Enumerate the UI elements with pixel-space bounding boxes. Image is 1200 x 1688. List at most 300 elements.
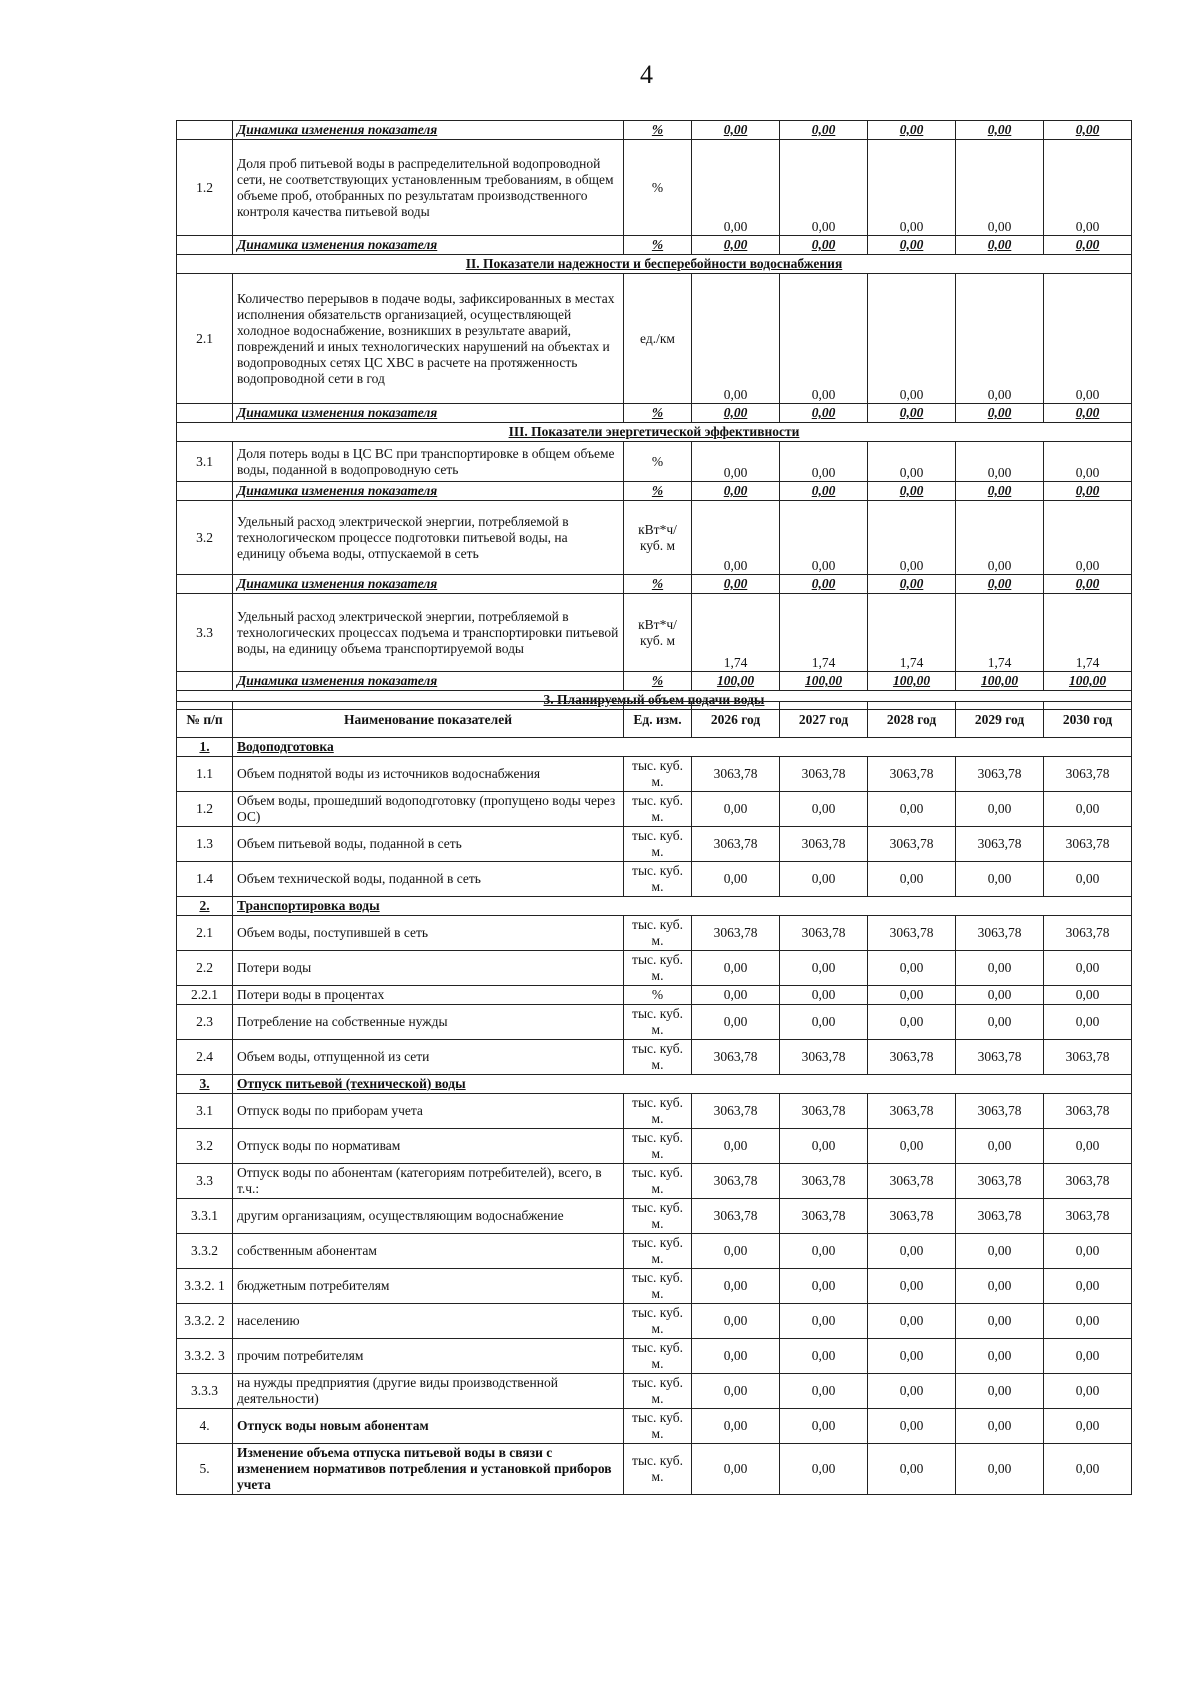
value-cell: 0,00: [780, 1409, 868, 1444]
water-supply-table: [176, 701, 1132, 1495]
value-cell: 3063,78: [868, 1040, 956, 1075]
value-cell: 0,00: [956, 1304, 1044, 1339]
value-cell: 0,00: [868, 482, 956, 501]
value-cell: 3063,78: [692, 1199, 780, 1234]
data-row: [177, 792, 1132, 827]
value-cell: 0,00: [780, 1005, 868, 1040]
header-year: 2030 год: [1044, 702, 1132, 738]
value-cell: 0,00: [692, 986, 780, 1005]
unit: тыс. куб. м.: [624, 862, 692, 897]
value-cell: 0,00: [868, 862, 956, 897]
value-cell: 0,00: [956, 482, 1044, 501]
value-cell: 100,00: [692, 672, 780, 691]
value-cell: 0,00: [868, 140, 956, 236]
row-number: 1.: [177, 738, 233, 757]
indicator-name: Отпуск воды по приборам учета: [233, 1094, 624, 1129]
value-cell: 0,00: [692, 1339, 780, 1374]
indicator-name: Удельный расход электрической энергии, потребляемой в технологических процессах подъема и транспортировки питьевой воды, на единицу объема транспортируемой воды: [233, 594, 624, 672]
header-year: 2028 год: [868, 702, 956, 738]
value-cell: 0,00: [780, 1234, 868, 1269]
value-cell: 0,00: [692, 1234, 780, 1269]
row-number: 1.1: [177, 757, 233, 792]
value-cell: 100,00: [868, 672, 956, 691]
value-cell: 0,00: [692, 442, 780, 482]
value-cell: 3063,78: [868, 1164, 956, 1199]
value-cell: 3063,78: [956, 757, 1044, 792]
value-cell: 100,00: [956, 672, 1044, 691]
value-cell: 0,00: [868, 274, 956, 404]
group-row: [177, 897, 1132, 916]
value-cell: 0,00: [956, 1005, 1044, 1040]
row-number: 3.3.2. 3: [177, 1339, 233, 1374]
value-cell: 1,74: [868, 594, 956, 672]
value-cell: 0,00: [780, 951, 868, 986]
header-unit: Ед. изм.: [624, 702, 692, 738]
value-cell: 0,00: [780, 501, 868, 575]
row-number: [177, 575, 233, 594]
value-cell: 1,74: [780, 594, 868, 672]
value-cell: 0,00: [956, 1374, 1044, 1409]
indicator-name: Потери воды: [233, 951, 624, 986]
value-cell: 3063,78: [868, 916, 956, 951]
value-cell: 0,00: [868, 1129, 956, 1164]
indicator-name: Объем воды, прошедший водоподготовку (пропущено воды через ОС): [233, 792, 624, 827]
unit: %: [624, 236, 692, 255]
indicator-name: Объем воды, поступившей в сеть: [233, 916, 624, 951]
row-number: 2.2.1: [177, 986, 233, 1005]
value-cell: 0,00: [1044, 140, 1132, 236]
indicator-name: Динамика изменения показателя: [233, 236, 624, 255]
value-cell: 0,00: [956, 1234, 1044, 1269]
row-number: 2.3: [177, 1005, 233, 1040]
value-cell: 3063,78: [1044, 1199, 1132, 1234]
value-cell: 0,00: [956, 1129, 1044, 1164]
unit: %: [624, 404, 692, 423]
value-cell: 0,00: [956, 951, 1044, 986]
data-row: [177, 757, 1132, 792]
value-cell: 0,00: [868, 575, 956, 594]
value-cell: 0,00: [956, 501, 1044, 575]
value-cell: 0,00: [780, 862, 868, 897]
value-cell: 0,00: [1044, 274, 1132, 404]
value-cell: 0,00: [868, 1374, 956, 1409]
data-row: [177, 1444, 1132, 1495]
indicator-name: Динамика изменения показателя: [233, 121, 624, 140]
value-cell: 0,00: [780, 442, 868, 482]
indicator-name: собственным абонентам: [233, 1234, 624, 1269]
data-row: [177, 1164, 1132, 1199]
value-cell: 3063,78: [692, 1094, 780, 1129]
value-cell: 0,00: [868, 1234, 956, 1269]
value-cell: 3063,78: [1044, 757, 1132, 792]
data-row: [177, 1005, 1132, 1040]
row-number: 2.1: [177, 274, 233, 404]
group-row: [177, 1075, 1132, 1094]
indicator-name: Динамика изменения показателя: [233, 482, 624, 501]
value-cell: 0,00: [868, 986, 956, 1005]
indicator-name: Изменение объема отпуска питьевой воды в связи с изменением нормативов потребления и установкой приборов учета: [233, 1444, 624, 1495]
unit: %: [624, 672, 692, 691]
value-cell: 0,00: [1044, 1005, 1132, 1040]
indicator-row: [177, 274, 1132, 404]
dynamics-row: [177, 236, 1132, 255]
data-row: [177, 1269, 1132, 1304]
unit: кВт*ч/ куб. м: [624, 594, 692, 672]
row-number: 3.3.2. 2: [177, 1304, 233, 1339]
row-number: 2.: [177, 897, 233, 916]
unit: кВт*ч/ куб. м: [624, 501, 692, 575]
unit: тыс. куб. м.: [624, 1269, 692, 1304]
value-cell: 0,00: [1044, 1304, 1132, 1339]
value-cell: 3063,78: [1044, 1164, 1132, 1199]
value-cell: 0,00: [780, 236, 868, 255]
value-cell: 0,00: [956, 986, 1044, 1005]
row-number: 3.2: [177, 501, 233, 575]
indicator-name: другим организациям, осуществляющим водоснабжение: [233, 1199, 624, 1234]
unit: тыс. куб. м.: [624, 1234, 692, 1269]
unit: тыс. куб. м.: [624, 1040, 692, 1075]
indicator-name: Количество перерывов в подаче воды, зафиксированных в местах исполнения обязательств организацией, осуществляющей холодное водоснабжение, возникших в результате аварий, повреждений и иных технологических нарушений на объектах и водопроводных сетях ЦС ХВС в расчете на протяженность водопроводной сети в год: [233, 274, 624, 404]
value-cell: 0,00: [692, 482, 780, 501]
value-cell: 3063,78: [780, 827, 868, 862]
value-cell: 0,00: [1044, 404, 1132, 423]
value-cell: 3063,78: [1044, 827, 1132, 862]
group-row: [177, 738, 1132, 757]
value-cell: 3063,78: [1044, 1094, 1132, 1129]
value-cell: 3063,78: [780, 1094, 868, 1129]
dynamics-row: [177, 404, 1132, 423]
data-row: [177, 1129, 1132, 1164]
row-number: 2.2: [177, 951, 233, 986]
dynamics-row: [177, 121, 1132, 140]
row-number: 3.: [177, 1075, 233, 1094]
indicator-name: Удельный расход электрической энергии, потребляемой в технологическом процессе подготовки питьевой воды, на единицу объема воды, отпускаемой в сеть: [233, 501, 624, 575]
value-cell: 3063,78: [1044, 1040, 1132, 1075]
section-title: 3. Планируемый объем подачи воды: [177, 691, 1132, 710]
row-number: 3.3.2: [177, 1234, 233, 1269]
value-cell: 0,00: [780, 575, 868, 594]
value-cell: 0,00: [868, 236, 956, 255]
unit: тыс. куб. м.: [624, 1129, 692, 1164]
value-cell: 0,00: [1044, 1374, 1132, 1409]
header-year: 2027 год: [780, 702, 868, 738]
value-cell: 0,00: [1044, 1339, 1132, 1374]
value-cell: 1,74: [692, 594, 780, 672]
data-row: [177, 916, 1132, 951]
indicator-name: на нужды предприятия (другие виды производственной деятельности): [233, 1374, 624, 1409]
value-cell: 3063,78: [692, 1040, 780, 1075]
value-cell: 0,00: [692, 140, 780, 236]
indicator-name: Доля проб питьевой воды в распределительной водопроводной сети, не соответствующих установленным требованиям, в общем объеме проб, отобранных по результатам производственного контроля качества питьевой воды: [233, 140, 624, 236]
data-row: [177, 986, 1132, 1005]
unit: тыс. куб. м.: [624, 1304, 692, 1339]
unit: тыс. куб. м.: [624, 916, 692, 951]
value-cell: 0,00: [692, 792, 780, 827]
value-cell: 0,00: [692, 1374, 780, 1409]
unit: тыс. куб. м.: [624, 792, 692, 827]
value-cell: 0,00: [956, 1269, 1044, 1304]
section-title: II. Показатели надежности и бесперебойности водоснабжения: [177, 255, 1132, 274]
unit: тыс. куб. м.: [624, 757, 692, 792]
unit: %: [624, 442, 692, 482]
indicator-row: [177, 140, 1132, 236]
unit: тыс. куб. м.: [624, 827, 692, 862]
value-cell: 0,00: [692, 1005, 780, 1040]
value-cell: 3063,78: [780, 1199, 868, 1234]
unit: тыс. куб. м.: [624, 1005, 692, 1040]
indicator-name: Динамика изменения показателя: [233, 404, 624, 423]
value-cell: 0,00: [868, 1269, 956, 1304]
value-cell: 0,00: [868, 442, 956, 482]
value-cell: 0,00: [868, 1339, 956, 1374]
unit: %: [624, 121, 692, 140]
value-cell: 0,00: [868, 1409, 956, 1444]
row-number: 1.2: [177, 140, 233, 236]
value-cell: 0,00: [780, 1339, 868, 1374]
header-row: [177, 702, 1132, 738]
indicator-name: Отпуск воды по нормативам: [233, 1129, 624, 1164]
value-cell: 0,00: [956, 862, 1044, 897]
row-number: 3.3.1: [177, 1199, 233, 1234]
unit: тыс. куб. м.: [624, 1094, 692, 1129]
value-cell: 0,00: [956, 236, 1044, 255]
value-cell: 3063,78: [692, 916, 780, 951]
row-number: 3.3: [177, 594, 233, 672]
value-cell: 0,00: [780, 1374, 868, 1409]
data-row: [177, 862, 1132, 897]
value-cell: 0,00: [868, 792, 956, 827]
indicator-row: [177, 442, 1132, 482]
value-cell: 0,00: [692, 1444, 780, 1495]
value-cell: 0,00: [1044, 1444, 1132, 1495]
value-cell: 3063,78: [956, 1199, 1044, 1234]
value-cell: 3063,78: [692, 757, 780, 792]
value-cell: 0,00: [692, 862, 780, 897]
row-number: 3.1: [177, 1094, 233, 1129]
indicator-name: Объем технической воды, поданной в сеть: [233, 862, 624, 897]
value-cell: 0,00: [692, 236, 780, 255]
value-cell: 0,00: [780, 140, 868, 236]
row-number: 2.4: [177, 1040, 233, 1075]
row-number: 3.1: [177, 442, 233, 482]
data-row: [177, 1234, 1132, 1269]
row-number: [177, 672, 233, 691]
row-number: 1.3: [177, 827, 233, 862]
value-cell: 0,00: [692, 274, 780, 404]
indicator-name: населению: [233, 1304, 624, 1339]
value-cell: 0,00: [1044, 501, 1132, 575]
section-row: [177, 423, 1132, 442]
header-number: № п/п: [177, 702, 233, 738]
data-row: [177, 951, 1132, 986]
value-cell: 3063,78: [692, 827, 780, 862]
unit: тыс. куб. м.: [624, 1444, 692, 1495]
value-cell: 0,00: [868, 501, 956, 575]
row-number: [177, 121, 233, 140]
value-cell: 0,00: [1044, 792, 1132, 827]
value-cell: 0,00: [1044, 1409, 1132, 1444]
value-cell: 3063,78: [780, 1164, 868, 1199]
value-cell: 0,00: [956, 1444, 1044, 1495]
row-number: 3.3.2. 1: [177, 1269, 233, 1304]
indicator-name: Отпуск воды новым абонентам: [233, 1409, 624, 1444]
value-cell: 0,00: [780, 482, 868, 501]
value-cell: 1,74: [1044, 594, 1132, 672]
value-cell: 3063,78: [868, 827, 956, 862]
dynamics-row: [177, 575, 1132, 594]
group-title: Транспортировка воды: [233, 897, 1132, 916]
value-cell: 0,00: [1044, 1234, 1132, 1269]
value-cell: 0,00: [692, 404, 780, 423]
value-cell: 0,00: [868, 1304, 956, 1339]
unit: ед./км: [624, 274, 692, 404]
indicator-name: Доля потерь воды в ЦС ВС при транспортировке в общем объеме воды, поданной в водопроводную сеть: [233, 442, 624, 482]
row-number: [177, 482, 233, 501]
value-cell: 0,00: [956, 575, 1044, 594]
unit: %: [624, 575, 692, 594]
value-cell: 0,00: [956, 1409, 1044, 1444]
value-cell: 0,00: [780, 1444, 868, 1495]
dynamics-row: [177, 482, 1132, 501]
value-cell: 0,00: [692, 1409, 780, 1444]
value-cell: 0,00: [956, 442, 1044, 482]
value-cell: 0,00: [692, 1269, 780, 1304]
value-cell: 3063,78: [868, 1199, 956, 1234]
header-name: Наименование показателей: [233, 702, 624, 738]
value-cell: 0,00: [956, 140, 1044, 236]
unit: тыс. куб. м.: [624, 1199, 692, 1234]
value-cell: 3063,78: [956, 1164, 1044, 1199]
indicator-row: [177, 594, 1132, 672]
data-row: [177, 1304, 1132, 1339]
value-cell: 0,00: [780, 1129, 868, 1164]
dynamics-row: [177, 672, 1132, 691]
value-cell: 0,00: [868, 404, 956, 423]
value-cell: 3063,78: [780, 757, 868, 792]
row-number: 3.3.3: [177, 1374, 233, 1409]
indicator-name: Объем поднятой воды из источников водоснабжения: [233, 757, 624, 792]
unit: тыс. куб. м.: [624, 1409, 692, 1444]
data-row: [177, 1339, 1132, 1374]
header-year: 2029 год: [956, 702, 1044, 738]
group-title: Отпуск питьевой (технической) воды: [233, 1075, 1132, 1094]
value-cell: 0,00: [956, 121, 1044, 140]
data-row: [177, 1199, 1132, 1234]
value-cell: 0,00: [1044, 575, 1132, 594]
page-number: 4: [640, 60, 653, 89]
indicator-name: Динамика изменения показателя: [233, 672, 624, 691]
indicator-name: бюджетным потребителям: [233, 1269, 624, 1304]
value-cell: 3063,78: [1044, 916, 1132, 951]
value-cell: 0,00: [956, 274, 1044, 404]
data-row: [177, 1409, 1132, 1444]
data-row: [177, 1040, 1132, 1075]
unit: %: [624, 482, 692, 501]
indicator-name: прочим потребителям: [233, 1339, 624, 1374]
value-cell: 0,00: [868, 121, 956, 140]
value-cell: 0,00: [956, 1339, 1044, 1374]
indicators-table: [176, 120, 1132, 710]
value-cell: 3063,78: [956, 1094, 1044, 1129]
value-cell: 0,00: [692, 575, 780, 594]
indicator-name: Отпуск воды по абонентам (категориям потребителей), всего, в т.ч.:: [233, 1164, 624, 1199]
value-cell: 3063,78: [956, 1040, 1044, 1075]
row-number: [177, 236, 233, 255]
data-row: [177, 827, 1132, 862]
row-number: 4.: [177, 1409, 233, 1444]
value-cell: 0,00: [780, 274, 868, 404]
value-cell: 0,00: [868, 1444, 956, 1495]
unit: %: [624, 986, 692, 1005]
unit: %: [624, 140, 692, 236]
indicator-name: Объем питьевой воды, поданной в сеть: [233, 827, 624, 862]
unit: тыс. куб. м.: [624, 1339, 692, 1374]
indicator-name: Объем воды, отпущенной из сети: [233, 1040, 624, 1075]
value-cell: 3063,78: [868, 757, 956, 792]
value-cell: 0,00: [780, 792, 868, 827]
group-title: Водоподготовка: [233, 738, 1132, 757]
value-cell: 0,00: [956, 792, 1044, 827]
row-number: [177, 404, 233, 423]
value-cell: 0,00: [780, 121, 868, 140]
value-cell: 0,00: [692, 501, 780, 575]
value-cell: 0,00: [1044, 121, 1132, 140]
section-title: III. Показатели энергетической эффективности: [177, 423, 1132, 442]
row-number: 2.1: [177, 916, 233, 951]
value-cell: 0,00: [956, 404, 1044, 423]
unit: тыс. куб. м.: [624, 951, 692, 986]
value-cell: 3063,78: [956, 916, 1044, 951]
value-cell: 1,74: [956, 594, 1044, 672]
section-row: [177, 255, 1132, 274]
value-cell: 0,00: [692, 121, 780, 140]
indicator-name: Потребление на собственные нужды: [233, 1005, 624, 1040]
value-cell: 3063,78: [868, 1094, 956, 1129]
value-cell: 0,00: [780, 404, 868, 423]
value-cell: 3063,78: [780, 1040, 868, 1075]
data-row: [177, 1374, 1132, 1409]
data-row: [177, 1094, 1132, 1129]
header-year: 2026 год: [692, 702, 780, 738]
indicator-name: Динамика изменения показателя: [233, 575, 624, 594]
value-cell: 0,00: [1044, 236, 1132, 255]
value-cell: 0,00: [1044, 862, 1132, 897]
value-cell: 0,00: [692, 1129, 780, 1164]
value-cell: 0,00: [1044, 1129, 1132, 1164]
value-cell: 0,00: [1044, 986, 1132, 1005]
row-number: 5.: [177, 1444, 233, 1495]
row-number: 1.2: [177, 792, 233, 827]
value-cell: 0,00: [780, 1269, 868, 1304]
value-cell: 100,00: [1044, 672, 1132, 691]
unit: тыс. куб. м.: [624, 1374, 692, 1409]
value-cell: 0,00: [1044, 482, 1132, 501]
value-cell: 0,00: [1044, 442, 1132, 482]
row-number: 1.4: [177, 862, 233, 897]
value-cell: 0,00: [692, 1304, 780, 1339]
value-cell: 0,00: [692, 951, 780, 986]
value-cell: 0,00: [868, 1005, 956, 1040]
value-cell: 100,00: [780, 672, 868, 691]
value-cell: 0,00: [780, 986, 868, 1005]
value-cell: 3063,78: [956, 827, 1044, 862]
unit: тыс. куб. м.: [624, 1164, 692, 1199]
row-number: 3.2: [177, 1129, 233, 1164]
row-number: 3.3: [177, 1164, 233, 1199]
indicator-row: [177, 501, 1132, 575]
value-cell: 0,00: [1044, 1269, 1132, 1304]
value-cell: 0,00: [868, 951, 956, 986]
